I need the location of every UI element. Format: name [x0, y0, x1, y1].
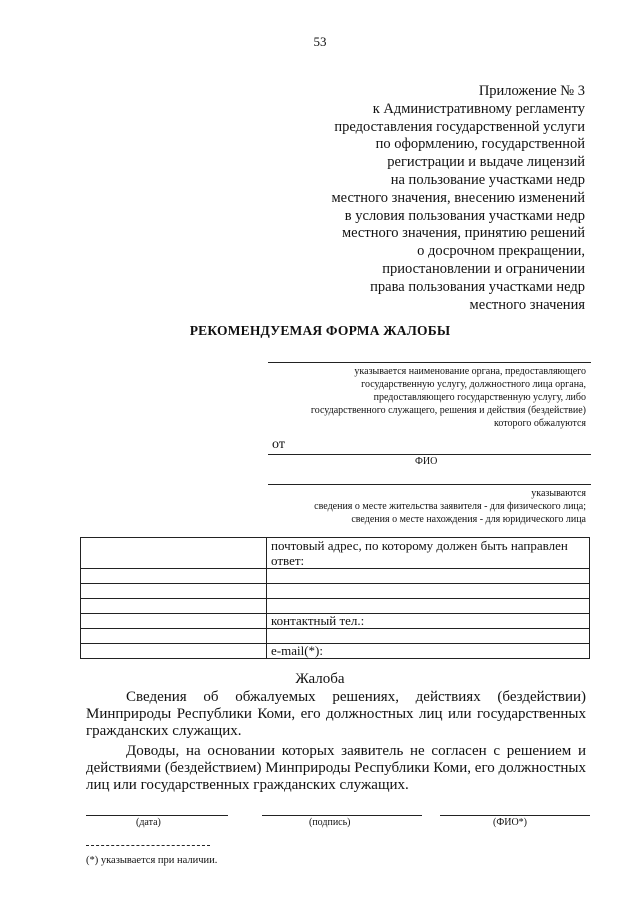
fio-signature-label: (ФИО*) [493, 817, 528, 828]
table-row [81, 599, 590, 614]
table-cell[interactable] [81, 614, 267, 629]
appendix-line: регистрации и выдаче лицензий [387, 154, 585, 171]
table-row [81, 644, 590, 659]
date-label: (дата) [136, 817, 161, 828]
date-field-line[interactable] [86, 815, 228, 816]
appendix-line: о досрочном прекращении, [417, 243, 585, 260]
table-row [81, 614, 590, 629]
table-row [81, 629, 590, 644]
table-cell[interactable] [267, 629, 590, 644]
address-hint [246, 487, 586, 526]
postal-address-label: почтовый адрес, по которому должен быть направлен ответ: [267, 538, 590, 569]
footnote: (*) указывается при наличии. [86, 855, 218, 866]
table-cell[interactable] [267, 569, 590, 584]
table-row [81, 569, 590, 584]
appendix-line: местного значения, внесению изменений [331, 189, 585, 206]
organization-hint-line: указывается наименование органа, предоставляющего [354, 366, 586, 377]
table-cell[interactable] [267, 584, 590, 599]
table-cell[interactable] [81, 584, 267, 599]
applicant-address-line[interactable] [268, 484, 591, 485]
appendix-line: к Административному регламенту [372, 100, 585, 117]
signature-label: (подпись) [309, 817, 351, 828]
appendix-line: приостановлении и ограничении [382, 260, 585, 277]
table-cell[interactable] [81, 569, 267, 584]
organization-hint-line: предоставляющего государственную услугу, либо [373, 392, 586, 403]
address-hint-line: указываются [531, 488, 586, 499]
table-cell[interactable] [81, 538, 267, 569]
table-cell[interactable] [81, 644, 267, 659]
complaint-paragraph-arguments: Доводы, на основании которых заявитель не согласен с решением и действиями (бездействием) Минприроды Республики Коми, его должностных лиц или государственных гражданских служащих. [86, 743, 586, 793]
appendix-line: на пользование участками недр [390, 171, 585, 188]
appendix-line: местного значения [469, 296, 585, 313]
from-label: от [272, 437, 285, 452]
table-row [81, 584, 590, 599]
applicant-name-line[interactable] [268, 454, 591, 455]
organization-hint-line: государственного служащего, решения и действия (бездействие) [310, 405, 586, 416]
appendix-line: Приложение № 3 [478, 83, 585, 99]
address-hint-line: сведения о месте жительства заявителя - для физического лица; [314, 501, 586, 512]
contact-table [80, 537, 590, 659]
phone-label: контактный тел.: [267, 614, 590, 629]
appendix-line: предоставления государственной услуги [334, 118, 585, 135]
page-number: 53 [313, 34, 327, 49]
organization-field-line[interactable] [268, 362, 591, 363]
complaint-paragraph-decisions: Сведения об обжалуемых решениях, действиях (бездействии) Минприроды Республики Коми, его должностных лиц или государственных гражданских служащих. [86, 689, 586, 739]
signature-field-line[interactable] [262, 815, 422, 816]
fio-hint: ФИО [415, 456, 438, 467]
organization-hint-line: которого обжалуются [494, 418, 586, 429]
email-label: e-mail(*): [267, 644, 590, 659]
table-cell[interactable] [267, 599, 590, 614]
appendix-line: местного значения, принятию решений [341, 225, 585, 242]
address-hint-line: сведения о месте нахождения - для юридического лица [351, 514, 586, 525]
footnote-divider [86, 845, 210, 846]
appendix-line: права пользования участками недр [370, 278, 585, 295]
table-cell[interactable] [81, 599, 267, 614]
fio-field-line[interactable] [440, 815, 590, 816]
organization-hint [246, 365, 586, 430]
table-cell[interactable] [81, 629, 267, 644]
appendix-line: по оформлению, государственной [375, 136, 585, 153]
organization-hint-line: государственную услугу, должностного лица органа, [361, 379, 586, 390]
table-row [81, 538, 590, 569]
complaint-title: Жалоба [295, 671, 345, 687]
appendix-line: в условия пользования участками недр [344, 207, 585, 224]
form-title: РЕКОМЕНДУЕМАЯ ФОРМА ЖАЛОБЫ [189, 323, 451, 338]
appendix-heading [255, 83, 585, 314]
